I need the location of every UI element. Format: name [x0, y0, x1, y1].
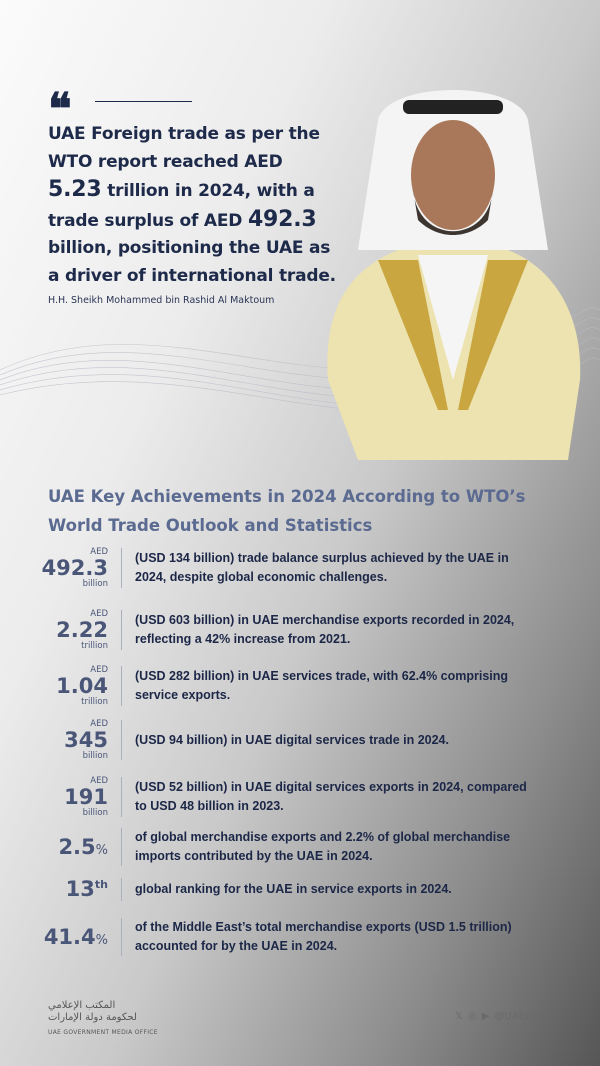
stat-row: [40, 610, 540, 650]
quote-line: a driver of international trade.: [48, 265, 336, 286]
stat-description: (USD 52 billion) in UAE digital services exports in 2024, compared to USD 48 billion in 2023.: [135, 780, 527, 813]
stat-currency: AED: [90, 547, 108, 557]
stat-number: 2.22: [56, 617, 108, 642]
stat-number: 2.5: [58, 834, 96, 859]
stat-value: [40, 879, 108, 900]
stat-row: [40, 548, 540, 588]
social-handle[interactable]: @UAEGOV: [494, 1011, 548, 1022]
stat-suffix: %: [95, 932, 108, 948]
quote-line: WTO report reached AED: [48, 151, 283, 172]
stat-currency: AED: [90, 776, 108, 786]
divider: [121, 720, 122, 760]
x-icon[interactable]: 𝕏: [455, 1011, 464, 1022]
quote-line: UAE Foreign trade as per the: [48, 124, 320, 144]
quote-value: 492.3: [247, 206, 317, 232]
stat-description: of global merchandise exports and 2.2% of global merchandise imports contributed by the UAE in 2024.: [135, 830, 511, 863]
divider: [121, 548, 122, 588]
stat-suffix: %: [95, 842, 108, 858]
quote-attribution: H.H. Sheikh Mohammed bin Rashid Al Maktoum: [48, 295, 275, 306]
stat-value: [40, 834, 108, 859]
stat-description: (USD 603 billion) in UAE merchandise exports recorded in 2024, reflecting a 42% increase from 2021.: [135, 613, 515, 646]
stat-value: [40, 924, 108, 949]
stat-number: 492.3: [41, 555, 108, 580]
stat-figure: [40, 777, 108, 817]
uae-government-media-office-logo: [48, 1000, 158, 1039]
stat-value: [40, 617, 108, 642]
social-links: [455, 1011, 547, 1022]
stat-row: [40, 828, 540, 866]
stat-value: [40, 673, 108, 698]
stat-description: (USD 94 billion) in UAE digital services trade in 2024.: [135, 732, 449, 747]
instagram-icon[interactable]: ◎: [468, 1011, 477, 1022]
divider: [121, 828, 122, 866]
stat-description: global ranking for the UAE in service exports in 2024.: [135, 882, 452, 896]
stat-value: [40, 727, 108, 752]
stat-currency: AED: [90, 609, 108, 619]
stat-row: [40, 666, 540, 706]
stat-figure: [40, 548, 108, 588]
stat-figure: [40, 878, 108, 901]
youtube-icon[interactable]: ▶: [481, 1011, 490, 1022]
stat-unit: billion: [82, 807, 108, 818]
portrait-photo: [318, 80, 588, 460]
stat-figure: [40, 720, 108, 760]
stat-row: [40, 878, 540, 901]
quote-line: billion, positioning the UAE as: [48, 238, 331, 258]
logo-text-en: UAE GOVERNMENT MEDIA OFFICE: [48, 1029, 158, 1036]
stat-number: 345: [64, 727, 108, 752]
divider: [121, 610, 122, 650]
stat-unit: trillion: [81, 640, 108, 651]
quote-line: trade surplus of AED: [48, 210, 248, 231]
stat-description: (USD 282 billion) in UAE services trade, with 62.4% comprising service exports.: [135, 669, 509, 702]
stat-unit: billion: [82, 578, 108, 589]
stat-value: [40, 555, 108, 580]
stat-row: [40, 918, 540, 956]
quote-line: trillion in 2024, with a: [101, 181, 315, 201]
stat-suffix: th: [94, 878, 108, 891]
stat-currency: AED: [90, 665, 108, 675]
stat-figure: [40, 666, 108, 706]
section-heading: UAE Key Achievements in 2024 According to WTO’s World Trade Outlook and Statistics: [48, 487, 526, 535]
stat-description: (USD 134 billion) trade balance surplus achieved by the UAE in 2024, despite global economic challenges.: [135, 551, 509, 584]
stat-currency: AED: [90, 719, 108, 729]
stat-unit: billion: [82, 750, 108, 761]
divider: [121, 666, 122, 706]
divider: [121, 878, 122, 901]
quote-text: [48, 121, 338, 290]
stat-figure: [40, 836, 108, 859]
stat-value: [40, 784, 108, 809]
divider: [95, 101, 192, 102]
quote-icon: ❝: [48, 84, 72, 135]
stat-figure: [40, 610, 108, 650]
stat-number: 13: [65, 877, 95, 901]
stat-row: [40, 777, 540, 817]
divider: [121, 918, 122, 956]
logo-text-ar: المكتب الإعلامي: [48, 1000, 116, 1011]
divider: [121, 777, 122, 817]
quote-value: 5.23: [48, 177, 102, 202]
stat-number: 1.04: [56, 673, 108, 698]
stat-figure: [40, 926, 108, 949]
stat-row: [40, 720, 540, 760]
stat-description: of the Middle East’s total merchandise exports (USD 1.5 trillion) accounted for by the UAE in 2024.: [135, 920, 512, 953]
stat-number: 191: [64, 784, 108, 809]
stat-number: 41.4: [43, 924, 96, 949]
stat-unit: trillion: [81, 696, 108, 707]
logo-text-ar: لحكومة دولة الإمارات: [48, 1012, 137, 1023]
